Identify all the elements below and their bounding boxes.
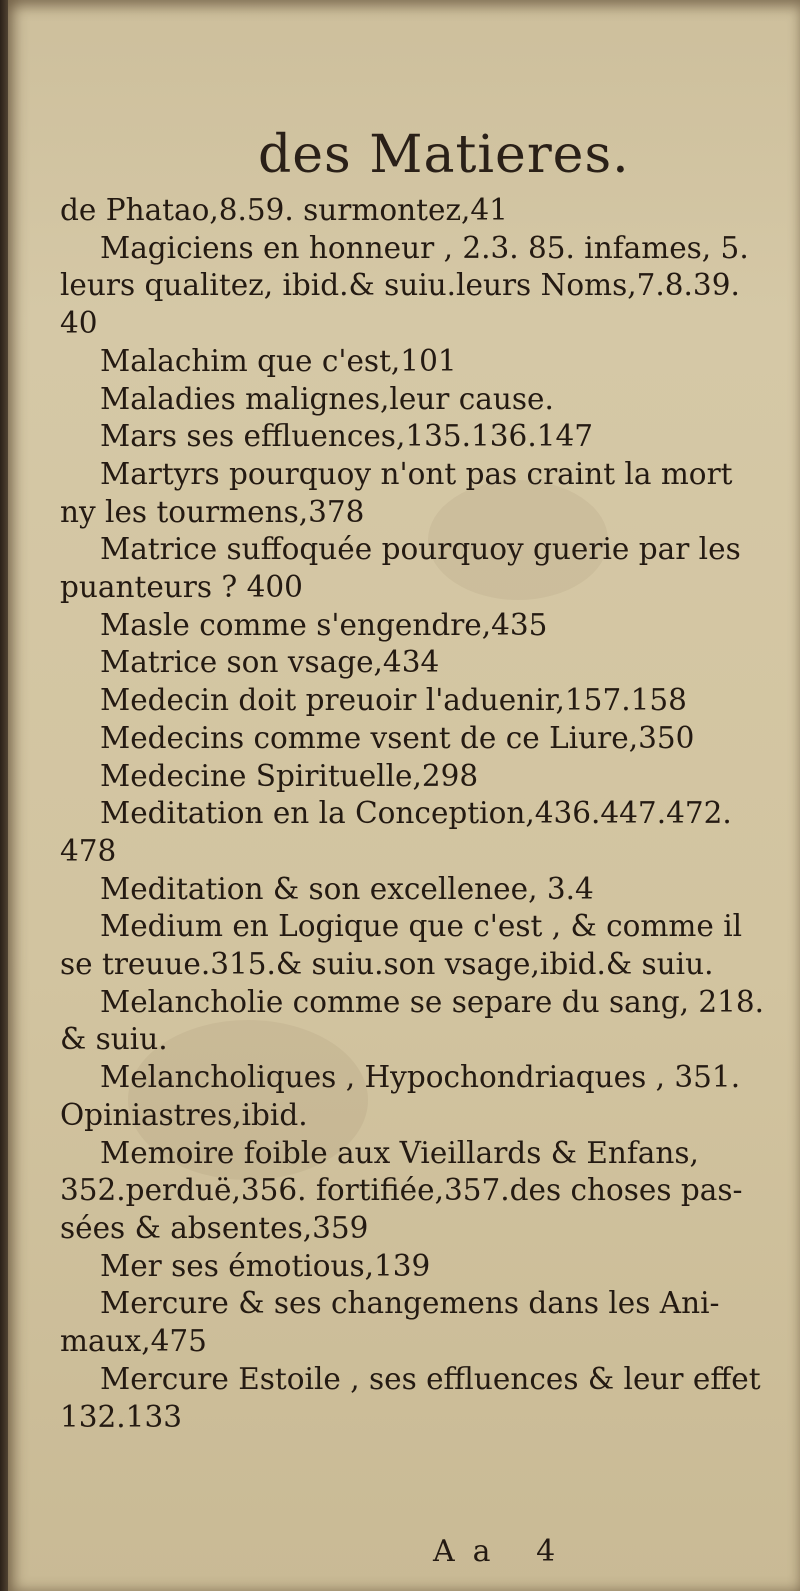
entry-line: Matrice son vsage,434 bbox=[100, 645, 440, 680]
entry-continuation: se treuue.315.& suiu.son vsage,ibid.& suiu. bbox=[60, 947, 714, 982]
entry-continuation: 478 bbox=[60, 833, 117, 868]
index-entry bbox=[60, 418, 780, 456]
index-entry bbox=[60, 607, 780, 645]
entry-line: Medecins comme vsent de ce Liure,350 bbox=[100, 720, 695, 755]
entry-line: Martyrs pourquoy n'ont pas craint la mort bbox=[100, 456, 733, 491]
index-entry bbox=[60, 908, 780, 983]
index-entry bbox=[60, 1059, 780, 1134]
index-entry bbox=[60, 795, 780, 870]
index-entry bbox=[60, 720, 780, 758]
entry-continuation: 40 bbox=[60, 306, 98, 341]
entry-line: Medecin doit preuoir l'aduenir,157.158 bbox=[100, 683, 687, 718]
entry-continuation: leurs qualitez, ibid.& suiu.leurs Noms,7.8.39. bbox=[60, 268, 740, 303]
entry-line: Maladies malignes,leur cause. bbox=[100, 381, 554, 416]
index-entry bbox=[60, 456, 780, 531]
entry-continuation: Opiniastres,ibid. bbox=[60, 1097, 308, 1132]
entry-continuation: sées & absentes,359 bbox=[60, 1210, 369, 1245]
entry-line: Medium en Logique que c'est , & comme il bbox=[100, 909, 743, 944]
entry-line: Mercure Estoile , ses effluences & leur effet bbox=[100, 1361, 761, 1396]
entry-line: Masle comme s'engendre,435 bbox=[100, 607, 548, 642]
index-entry bbox=[60, 1361, 780, 1436]
index-entry bbox=[60, 1135, 780, 1248]
entry-line: Memoire foible aux Vieillards & Enfans, bbox=[100, 1135, 699, 1170]
entry-line: Mercure & ses changemens dans les Ani- bbox=[100, 1286, 720, 1321]
index-entry bbox=[60, 381, 780, 419]
entry-continuation: 132.133 bbox=[60, 1399, 182, 1434]
entry-line: Matrice suffoquée pourquoy guerie par les bbox=[100, 532, 741, 567]
entry-continuation: puanteurs ? 400 bbox=[60, 570, 303, 605]
index-entry bbox=[60, 644, 780, 682]
book-page bbox=[8, 0, 800, 1591]
index-entry bbox=[60, 1285, 780, 1360]
entry-line: Mer ses émotious,139 bbox=[100, 1248, 431, 1283]
index-entries bbox=[60, 192, 780, 1436]
entry-line: Malachim que c'est,101 bbox=[100, 343, 457, 378]
entry-line: de Phatao,8.59. surmontez,41 bbox=[60, 193, 508, 227]
index-entry bbox=[60, 343, 780, 381]
entry-line: Melancholiques , Hypochondriaques , 351. bbox=[100, 1060, 741, 1095]
entry-line: Meditation & son excellenee, 3.4 bbox=[100, 871, 594, 906]
entry-continuation: maux,475 bbox=[60, 1324, 207, 1359]
index-entry bbox=[60, 1248, 780, 1286]
index-entry bbox=[60, 682, 780, 720]
page-title: des Matieres. bbox=[258, 125, 630, 185]
entry-continuation: ny les tourmens,378 bbox=[60, 494, 365, 529]
index-entry bbox=[60, 192, 780, 230]
index-entry bbox=[60, 531, 780, 606]
index-entry bbox=[60, 230, 780, 343]
index-entry bbox=[60, 984, 780, 1059]
index-entry bbox=[60, 758, 780, 796]
entry-continuation: 352.perduë,356. fortifiée,357.des choses pas- bbox=[60, 1173, 743, 1208]
entry-line: Medecine Spirituelle,298 bbox=[100, 758, 479, 793]
entry-continuation: & suiu. bbox=[60, 1022, 168, 1057]
entry-line: Meditation en la Conception,436.447.472. bbox=[100, 796, 732, 831]
entry-line: Magiciens en honneur , 2.3. 85. infames, 5. bbox=[100, 230, 749, 265]
entry-line: Mars ses effluences,135.136.147 bbox=[100, 419, 594, 454]
entry-line: Melancholie comme se separe du sang, 218. bbox=[100, 984, 765, 1019]
signature-mark: Aa 4 bbox=[433, 1534, 574, 1569]
index-entry bbox=[60, 871, 780, 909]
